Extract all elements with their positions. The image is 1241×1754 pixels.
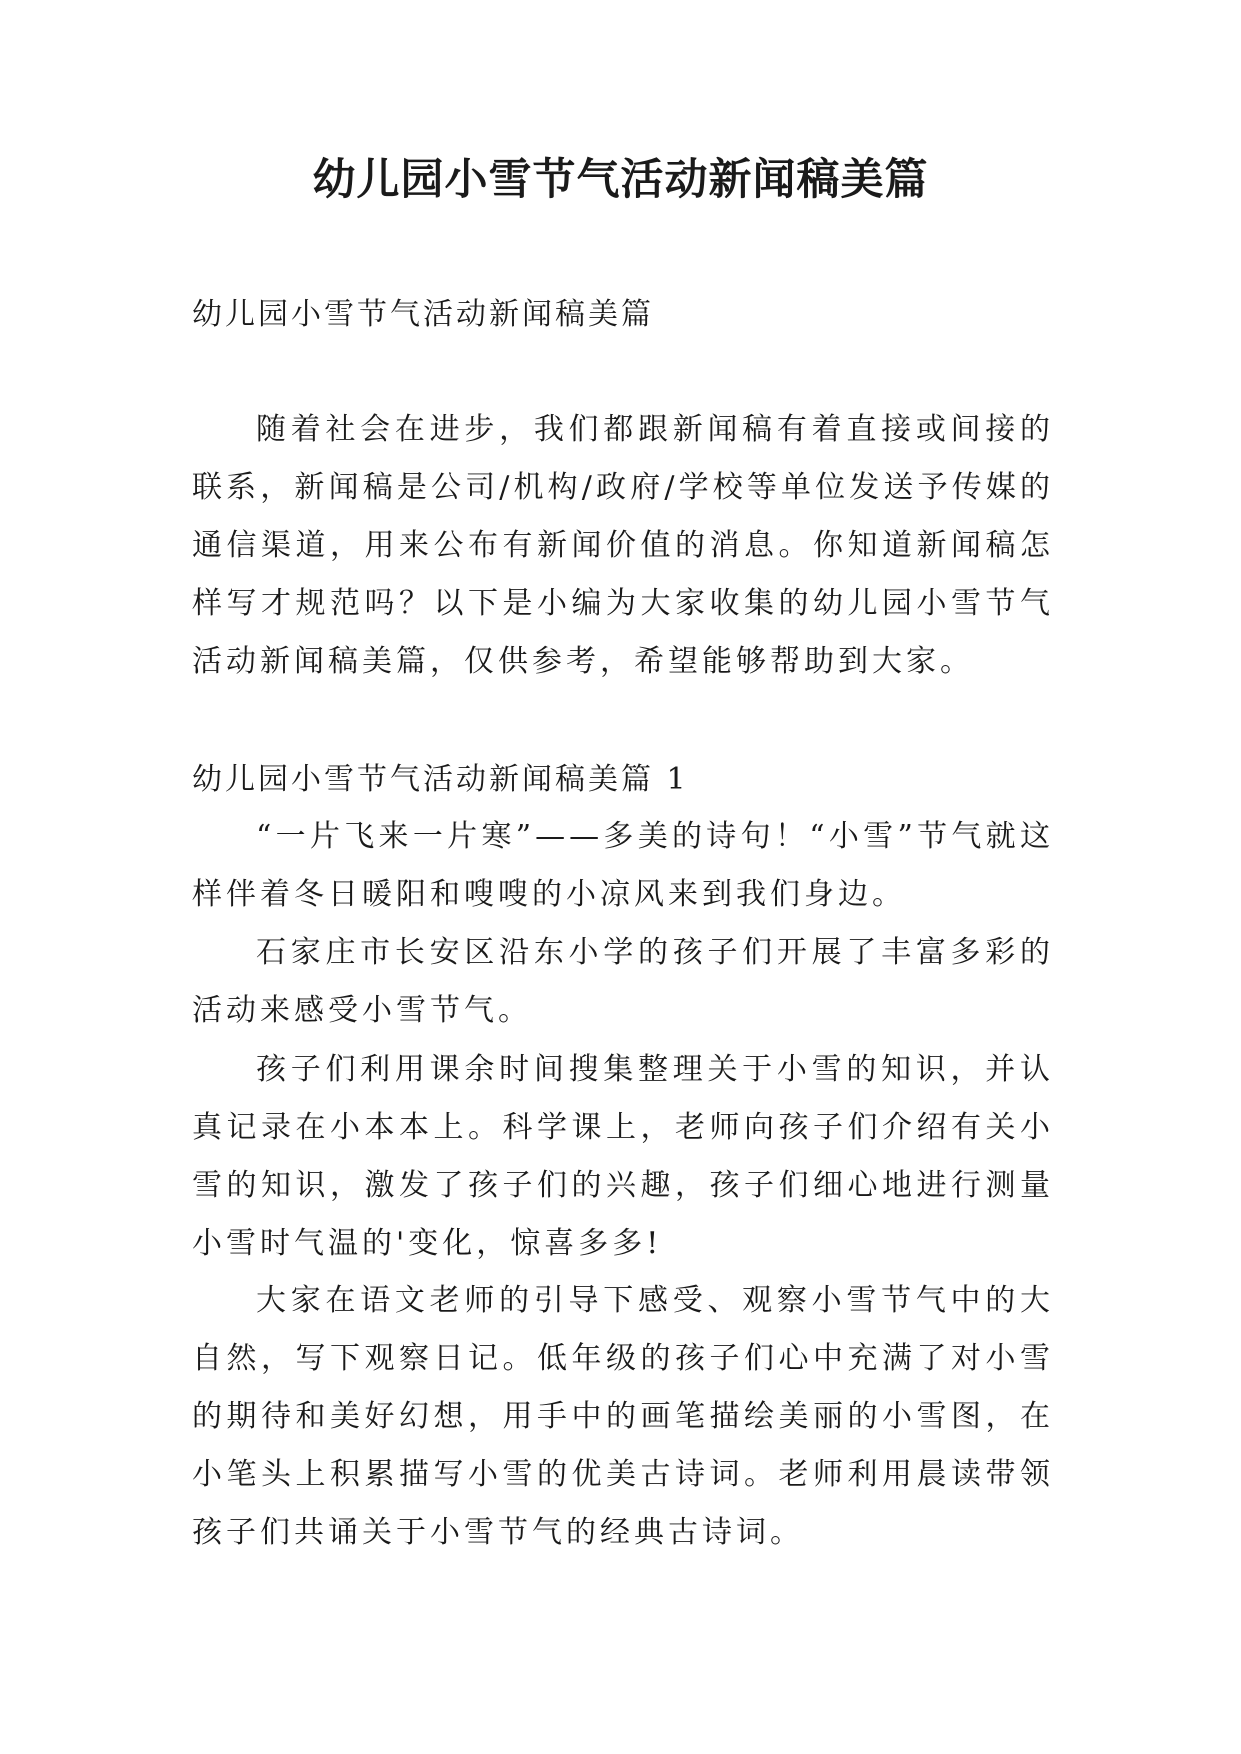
- body-paragraph: 孩子们利用课余时间搜集整理关于小雪的知识，并认真记录在小本本上。科学课上，老师向孩子们介绍有关小雪的知识，激发了孩子们的兴趣，孩子们细心地进行测量小雪时气温的'变化，惊喜多多!: [192, 1052, 1054, 1261]
- body-paragraph: 石家庄市长安区沿东小学的孩子们开展了丰富多彩的活动来感受小雪节气。: [192, 935, 1054, 1028]
- body-paragraph: “一片飞来一片寒”——多美的诗句！“小雪”节气就这样伴着冬日暖阳和嗖嗖的小凉风来到我们身边。: [192, 819, 1054, 912]
- intro-paragraph: 随着社会在进步，我们都跟新闻稿有着直接或间接的联系，新闻稿是公司/机构/政府/学校等单位发送予传媒的通信渠道，用来公布有新闻价值的消息。你知道新闻稿怎样写才规范吗？以下是小编为大家收集的幼儿园小雪节气活动新闻稿美篇，仅供参考，希望能够帮助到大家。: [192, 412, 1054, 679]
- document-subtitle: 幼儿园小雪节气活动新闻稿美篇: [192, 297, 654, 332]
- section-heading: 幼儿园小雪节气活动新闻稿美篇 1: [192, 762, 689, 797]
- body-paragraph: 大家在语文老师的引导下感受、观察小雪节气中的大自然，写下观察日记。低年级的孩子们心中充满了对小雪的期待和美好幻想，用手中的画笔描绘美丽的小雪图，在小笔头上积累描写小雪的优美古诗词。老师利用晨读带领孩子们共诵关于小雪节气的经典古诗词。: [192, 1283, 1054, 1550]
- document-title: 幼儿园小雪节气活动新闻稿美篇: [312, 155, 929, 205]
